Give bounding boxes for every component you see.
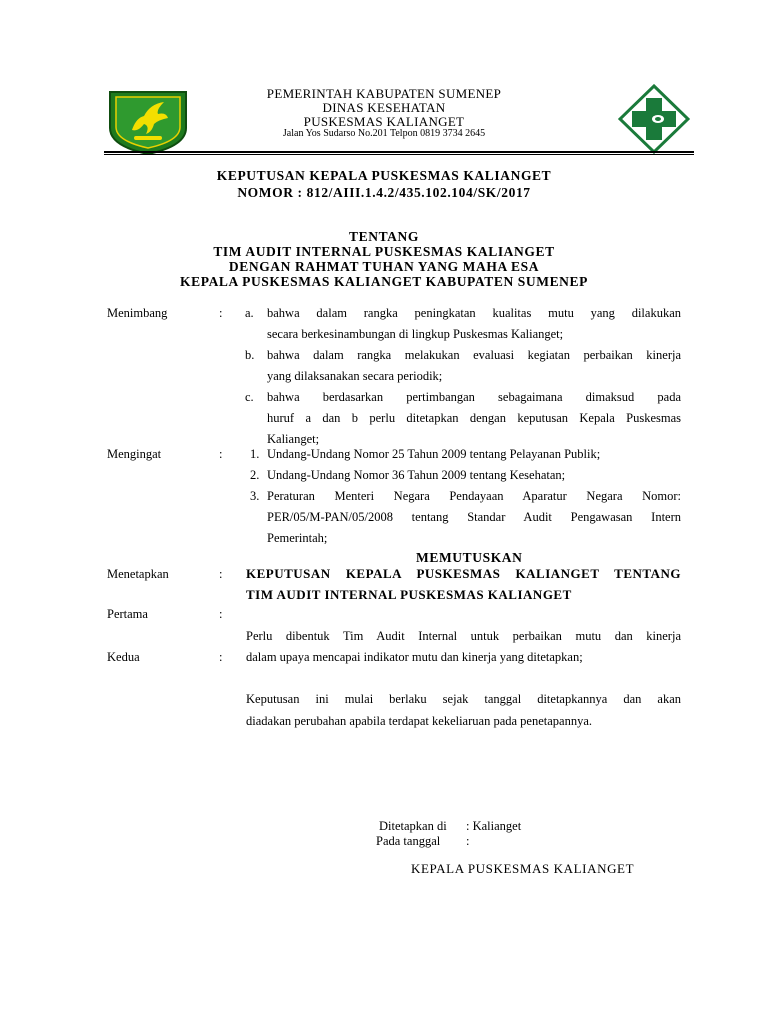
menimbang-marker-c: c. bbox=[245, 390, 254, 404]
mengingat-marker-2: 2. bbox=[250, 468, 260, 482]
menimbang-b-line-1: bahwa dalam rangka melakukan evaluasi kegiatan perbaikan kinerja bbox=[267, 348, 681, 362]
menetapkan-line-1: KEPUTUSAN KEPALA PUSKESMAS KALIANGET TENTANG bbox=[246, 566, 681, 581]
menimbang-c-line-1: bahwa berdasarkan pertimbangan sebagaimana dimaksud pada bbox=[267, 390, 681, 404]
mengingat-label: Mengingat bbox=[107, 447, 162, 461]
mengingat-3-line-1: Peraturan Menteri Negara Pendayaan Aparatur Negara Nomor: bbox=[267, 489, 681, 503]
signatory-title: KEPALA PUSKESMAS KALIANGET bbox=[411, 861, 635, 876]
decree-about: TENTANG bbox=[349, 229, 419, 244]
letterhead-address: Jalan Yos Sudarso No.201 Telpon 0819 3734 2645 bbox=[282, 128, 486, 139]
menimbang-a-line-2: secara berkesinambungan di lingkup Puskesmas Kalianget; bbox=[267, 327, 564, 341]
menetapkan-line-2: TIM AUDIT INTERNAL PUSKESMAS KALIANGET bbox=[246, 587, 572, 602]
mengingat-marker-1: 1. bbox=[250, 447, 260, 461]
kedua-label: Kedua bbox=[107, 650, 140, 664]
mengingat-marker-3: 3. bbox=[250, 489, 260, 503]
signature-date-colon: : bbox=[466, 834, 470, 848]
mengingat-3-line-2: PER/05/M-PAN/05/2008 tentang Standar Audit Pengawasan Intern bbox=[267, 510, 681, 524]
decree-subject: TIM AUDIT INTERNAL PUSKESMAS KALIANGET bbox=[213, 244, 555, 259]
letterhead-line-2: DINAS KESEHATAN bbox=[322, 100, 446, 115]
memutuskan-heading: MEMUTUSKAN bbox=[416, 550, 523, 565]
signature-place-label: Ditetapkan di bbox=[379, 819, 447, 833]
decree-authority: KEPALA PUSKESMAS KALIANGET KABUPATEN SUMENEP bbox=[180, 274, 588, 289]
decree-number: NOMOR : 812/AIII.1.4.2/435.102.104/SK/2017 bbox=[237, 185, 531, 200]
menetapkan-colon: : bbox=[219, 567, 223, 581]
decree-title: KEPUTUSAN KEPALA PUSKESMAS KALIANGET bbox=[216, 168, 552, 183]
menimbang-c-line-2: huruf a dan b perlu ditetapkan dengan keputusan Kepala Puskesmas bbox=[267, 411, 681, 425]
signature-place-value: : Kalianget bbox=[466, 819, 522, 833]
letterhead-rule-thin bbox=[104, 154, 694, 155]
puskesmas-logo-icon bbox=[618, 84, 690, 154]
letterhead-rule-thick bbox=[104, 151, 694, 153]
kedua-line-1: Perlu dibentuk Tim Audit Internal untuk perbaikan mutu dan kinerja bbox=[246, 629, 681, 643]
kedua-line-2: dalam upaya mencapai indikator mutu dan kinerja yang ditetapkan; bbox=[246, 650, 583, 664]
menimbang-marker-a: a. bbox=[245, 306, 254, 320]
mengingat-2-line-1: Undang-Undang Nomor 36 Tahun 2009 tentang Kesehatan; bbox=[267, 468, 566, 482]
menimbang-a-line-1: bahwa dalam rangka peningkatan kualitas mutu yang dilakukan bbox=[267, 306, 681, 320]
signature-date-label: Pada tanggal bbox=[376, 834, 441, 848]
mengingat-3-line-3: Pemerintah; bbox=[267, 531, 328, 545]
menetapkan-label: Menetapkan bbox=[107, 567, 169, 581]
decree-grace: DENGAN RAHMAT TUHAN YANG MAHA ESA bbox=[228, 259, 540, 274]
mengingat-1-line-1: Undang-Undang Nomor 25 Tahun 2009 tentang Pelayanan Publik; bbox=[267, 447, 601, 461]
letterhead-line-1: PEMERINTAH KABUPATEN SUMENEP bbox=[266, 86, 502, 101]
letterhead-line-3: PUSKESMAS KALIANGET bbox=[303, 114, 465, 129]
kedua-colon: : bbox=[219, 650, 223, 664]
menimbang-label: Menimbang bbox=[107, 306, 168, 320]
pertama-label: Pertama bbox=[107, 607, 148, 621]
mengingat-colon: : bbox=[219, 447, 223, 461]
closing-line-2: diadakan perubahan apabila terdapat kekeliaruan pada penetapannya. bbox=[246, 714, 593, 728]
menimbang-b-line-2: yang dilaksanakan secara periodik; bbox=[267, 369, 443, 383]
menimbang-colon: : bbox=[219, 306, 223, 320]
menimbang-c-line-3: Kalianget; bbox=[267, 432, 320, 446]
pertama-colon: : bbox=[219, 607, 223, 621]
closing-line-1: Keputusan ini mulai berlaku sejak tanggal ditetapkannya dan akan bbox=[246, 692, 681, 706]
menimbang-marker-b: b. bbox=[245, 348, 255, 362]
